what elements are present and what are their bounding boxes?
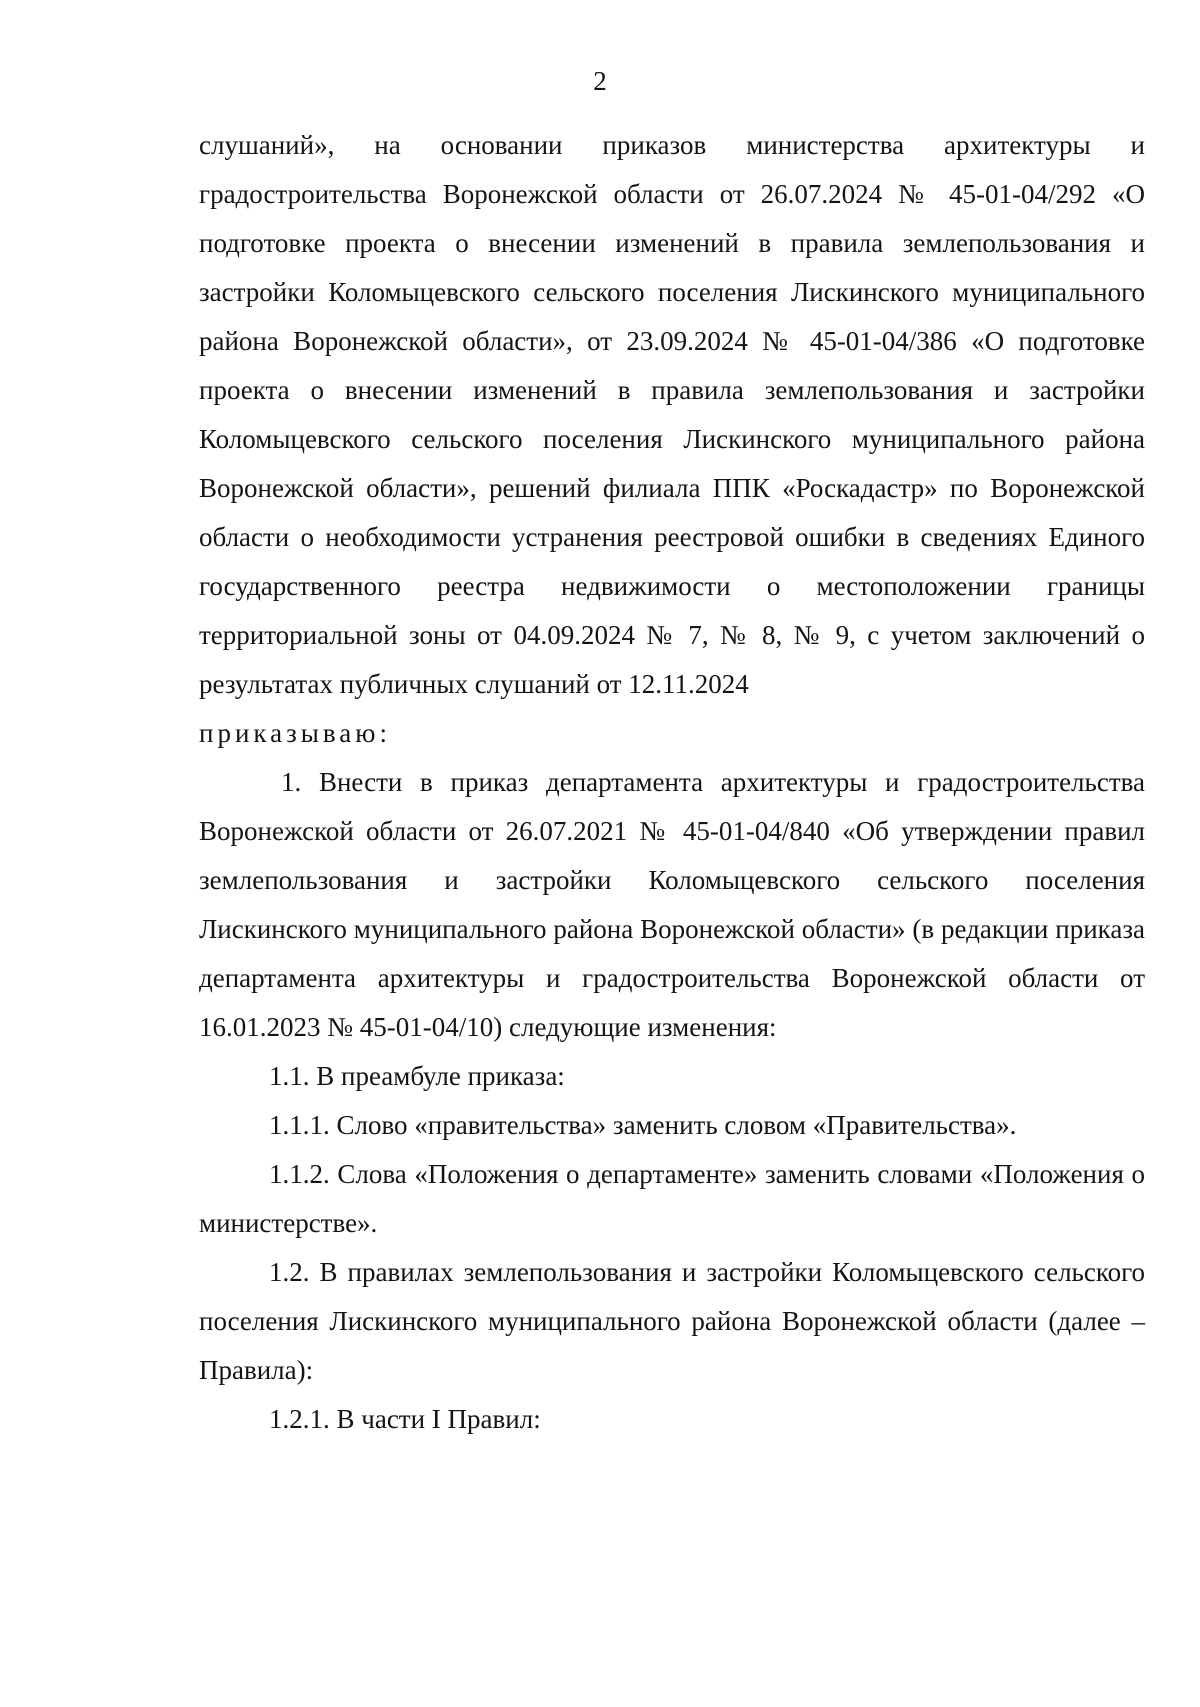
- document-body: [199, 121, 1145, 1444]
- paragraph-item-1-2-1: 1.2.1. В части I Правил:: [269, 1404, 541, 1434]
- paragraph-preamble: слушаний», на основании приказов министерства архитектуры и градостроительства Воронежской области от 26.07.2024 № 45-01-04/292 «О подготовке проекта о внесении изменений в правила землепользования и застройки Коломыцевского сельского поселения Лискинского муниципального района Воронежской области», от 23.09.2024 № 45-01-04/386 «О подготовке проекта о внесении изменений в правила землепользования и застройки Коломыцевского сельского поселения Лискинского муниципального района Воронежской области», решений филиала ППК «Роскадастр» по Воронежской области о необходимости устранения реестровой ошибки в сведениях Единого государственного реестра недвижимости о местоположении границы территориальной зоны от 04.09.2024 № 7, № 8, № 9, с учетом заключений о результатах публичных слушаний от 12.11.2024: [199, 130, 1145, 699]
- paragraph-item-1-1: 1.1. В преамбуле приказа:: [269, 1061, 565, 1091]
- page-number: 2: [593, 66, 607, 96]
- paragraph-item-1-1-2: 1.1.2. Слова «Положения о департаменте» заменить словами «Положения о министерстве».: [199, 1159, 1145, 1238]
- paragraph-order-word: приказываю:: [199, 718, 391, 748]
- paragraph-item-1: 1. Внести в приказ департамента архитектуры и градостроительства Воронежской области от 26.07.2021 № 45-01-04/840 «Об утверждении правил землепользования и застройки Коломыцевского сельского поселения Лискинского муниципального района Воронежской области» (в редакции приказа департамента архитектуры и градостроительства Воронежской области от 16.01.2023 № 45-01-04/10) следующие изменения:: [199, 767, 1145, 1042]
- paragraph-item-1-1-1: 1.1.1. Слово «правительства» заменить словом «Правительства».: [269, 1110, 1017, 1140]
- paragraph-item-1-2: 1.2. В правилах землепользования и застройки Коломыцевского сельского поселения Лискинского муниципального района Воронежской области (далее – Правила):: [199, 1257, 1145, 1385]
